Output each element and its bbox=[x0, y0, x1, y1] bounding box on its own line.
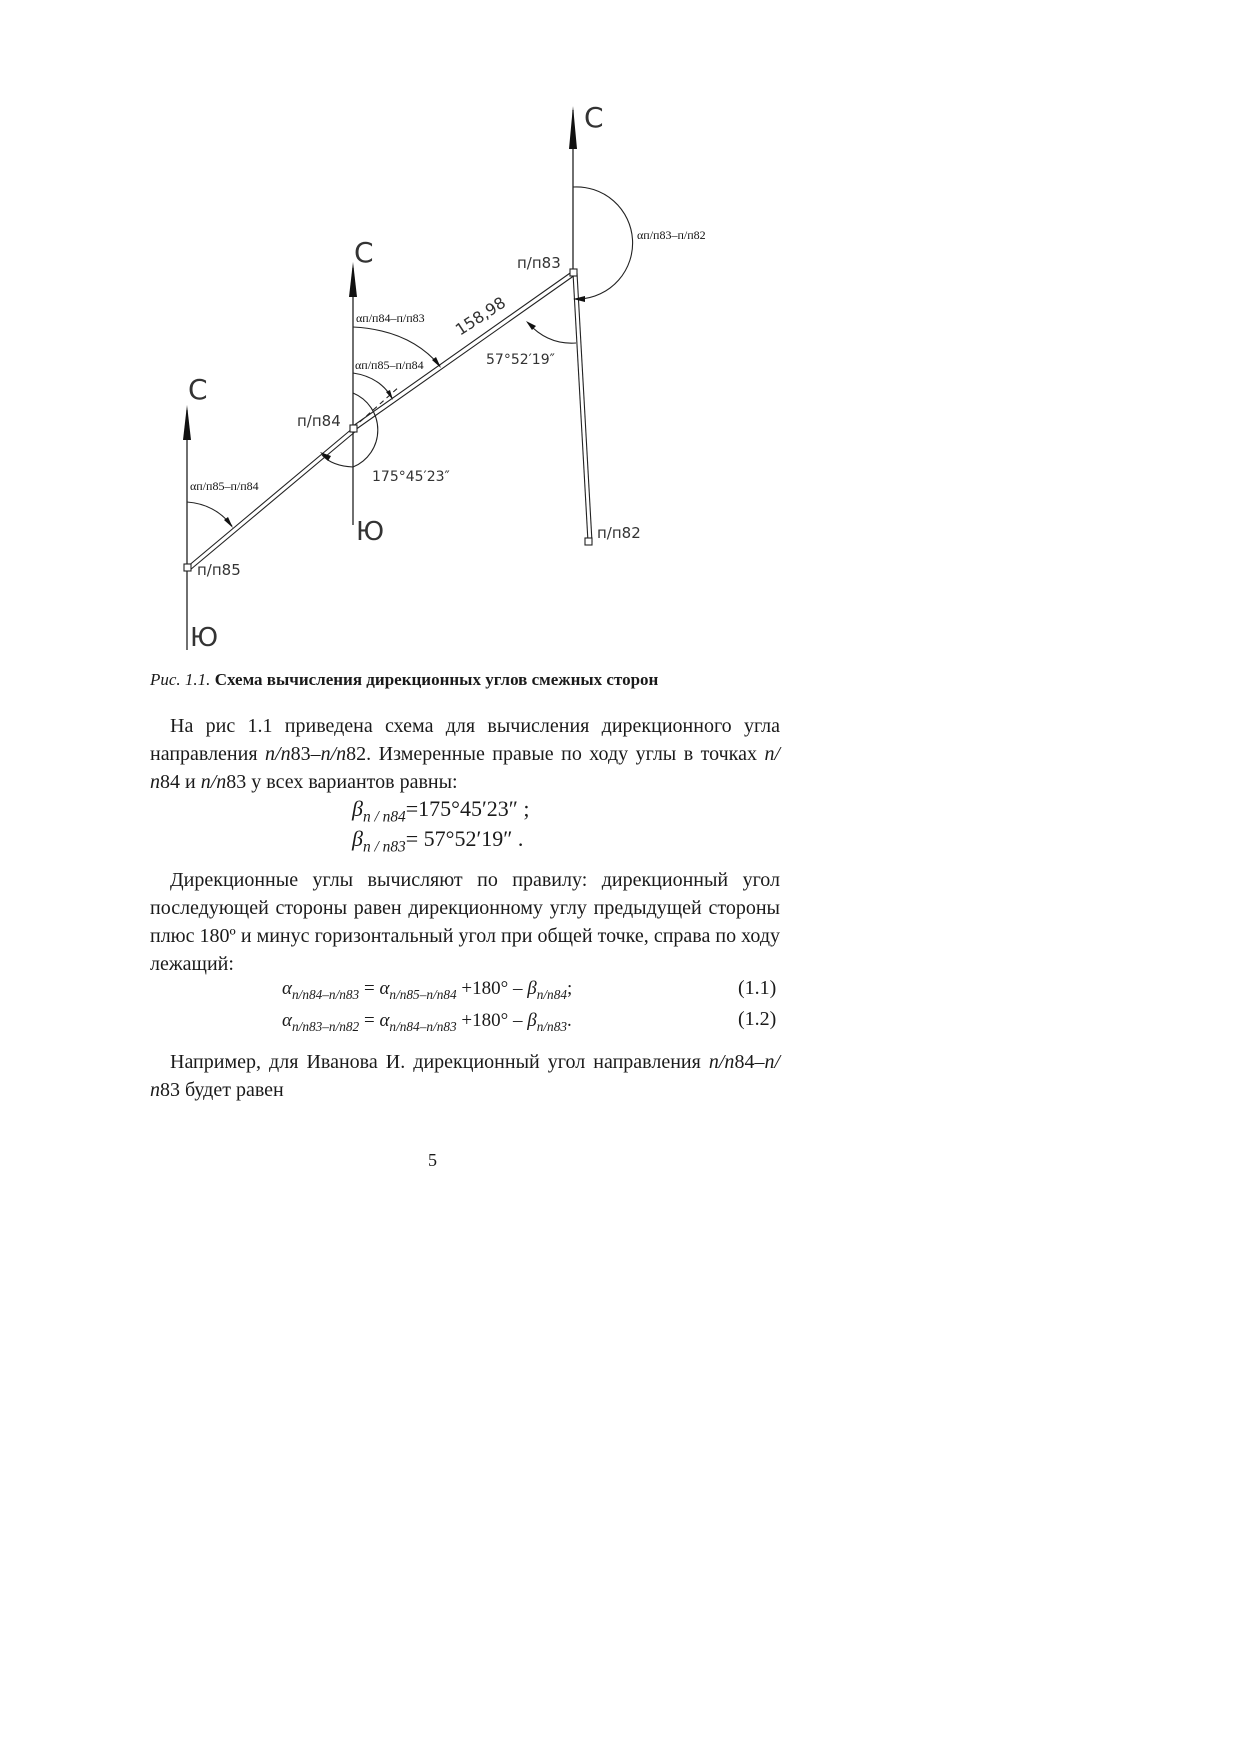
alpha-label-85-84-mid: αп/п85–п/п84 bbox=[355, 358, 424, 372]
eq1-equals: = bbox=[359, 978, 380, 999]
para1-i1: п/п bbox=[265, 743, 291, 765]
north-lines bbox=[187, 110, 573, 650]
alpha-label-85-84: αп/п85–п/п84 bbox=[190, 479, 259, 493]
south-label-p84: Ю bbox=[356, 517, 385, 547]
arc-alpha-84-83-inner bbox=[353, 373, 392, 398]
para1-t5: 83 у всех вариантов равны: bbox=[226, 771, 458, 793]
eq1-beta: β bbox=[527, 978, 537, 999]
arc-alpha-85-84 bbox=[187, 502, 232, 526]
beta-formula-1 bbox=[352, 796, 530, 826]
north-arrowheads bbox=[183, 106, 577, 440]
alpha-label-84-83: αп/п84–п/п83 bbox=[356, 311, 425, 325]
para1-t4: 84 и bbox=[160, 771, 201, 793]
traverse-diagram bbox=[0, 0, 1241, 700]
equation-1-2-number: (1.2) bbox=[738, 1008, 777, 1030]
eq2-plus: +180° – bbox=[456, 1010, 528, 1031]
para3-t2: 84– bbox=[734, 1051, 765, 1073]
arc-alpha-83-82 bbox=[573, 187, 633, 299]
eq2-alpha-sub: п/п83–п/п82 bbox=[291, 1018, 360, 1034]
eq2-alpha-prev-sub: п/п84–п/п83 bbox=[389, 1018, 457, 1034]
side-83-82-a bbox=[573, 273, 588, 542]
label-p85: п/п85 bbox=[197, 561, 241, 579]
para1-i3: п/п bbox=[150, 743, 780, 793]
equation-1-1 bbox=[282, 978, 572, 1003]
beta-formula-2 bbox=[352, 826, 523, 856]
eq1-alpha-sub: п/п84–п/п83 bbox=[291, 986, 360, 1002]
para1-t2: 83– bbox=[290, 743, 321, 765]
eq2-beta: β bbox=[527, 1010, 537, 1031]
arrowhead-p85 bbox=[183, 405, 191, 440]
para1-i2: п/п bbox=[320, 743, 347, 765]
para3-t1: Например, для Иванова И. дирекционный угол направления bbox=[170, 1051, 709, 1073]
side-84-83-a bbox=[353, 271, 573, 426]
arrow-alpha-84-83-inner bbox=[386, 390, 393, 400]
side-85-84-a bbox=[187, 428, 353, 567]
page-number: 5 bbox=[428, 1150, 437, 1170]
label-p83: п/п83 bbox=[517, 254, 561, 272]
eq2-alpha: α bbox=[282, 1010, 292, 1031]
distance-label: 158,98 bbox=[451, 292, 510, 340]
beta1-symbol: β bbox=[352, 796, 363, 821]
eq2-alpha-prev: α bbox=[379, 1010, 390, 1031]
eq1-alpha: α bbox=[282, 978, 292, 999]
para1-i4: п/п bbox=[200, 771, 227, 793]
para3-i1: п/п bbox=[708, 1051, 735, 1073]
caption-title: Схема вычисления дирекционных углов смежных сторон bbox=[210, 670, 659, 689]
north-label-p85: С bbox=[188, 373, 208, 406]
beta2-value: = 57°52′19″ . bbox=[405, 826, 524, 851]
alpha-label-83-82: αп/п83–п/п82 bbox=[637, 228, 706, 242]
eq1-end: ; bbox=[567, 978, 573, 999]
paragraph-1 bbox=[150, 712, 780, 796]
station-p85 bbox=[184, 564, 191, 571]
north-label-p84: С bbox=[354, 236, 374, 269]
south-label-p85: Ю bbox=[190, 623, 219, 653]
paragraph-2 bbox=[150, 866, 780, 978]
eq1-beta-sub: п/п84 bbox=[536, 986, 567, 1002]
angle-label-83: 57°52′19″ bbox=[486, 352, 555, 368]
label-p84: п/п84 bbox=[297, 412, 341, 430]
eq1-alpha-prev: α bbox=[379, 978, 390, 999]
angle-label-84: 175°45′23″ bbox=[372, 469, 450, 485]
station-p82 bbox=[585, 538, 592, 545]
para1-t3: 82. Измеренные правые по ходу углы в точках bbox=[346, 743, 765, 765]
equation-1-2 bbox=[282, 1010, 572, 1035]
eq2-beta-sub: п/п83 bbox=[536, 1018, 567, 1034]
arrowhead-p83 bbox=[569, 106, 577, 149]
arc-arrowheads bbox=[224, 296, 585, 528]
para3-i2: п/п bbox=[150, 1051, 780, 1101]
label-p82: п/п82 bbox=[597, 524, 641, 542]
eq2-equals: = bbox=[359, 1010, 380, 1031]
beta2-symbol: β bbox=[352, 826, 363, 851]
beta2-sub: п / п83 bbox=[362, 838, 406, 856]
paragraph-3 bbox=[150, 1048, 780, 1104]
beta1-value: =175°45′23″ ; bbox=[405, 796, 530, 821]
para3-t3: 83 будет равен bbox=[160, 1079, 284, 1101]
eq1-plus: +180° – bbox=[456, 978, 528, 999]
station-p83 bbox=[570, 269, 577, 276]
para2-text: Дирекционные углы вычисляют по правилу: дирекционный угол последующей стороны равен дирекционному углу предыдущей стороны плюс 180º и минус горизонтальный угол при общей точке, справа по ходу лежащий: bbox=[150, 869, 780, 975]
eq2-end: . bbox=[567, 1010, 572, 1031]
station-p84 bbox=[350, 425, 357, 432]
figure-caption bbox=[150, 670, 850, 690]
caption-prefix: Рис. 1.1. bbox=[150, 670, 211, 689]
beta1-sub: п / п84 bbox=[362, 808, 406, 826]
side-83-82-b bbox=[577, 273, 592, 542]
eq1-alpha-prev-sub: п/п85–п/п84 bbox=[389, 986, 457, 1002]
north-label-p83: С bbox=[584, 101, 604, 134]
equation-1-1-number: (1.1) bbox=[738, 977, 777, 999]
side-85-84-b bbox=[190, 431, 356, 570]
para1-t1: На рис 1.1 приведена схема для вычисления дирекционного угла направления bbox=[150, 715, 780, 765]
